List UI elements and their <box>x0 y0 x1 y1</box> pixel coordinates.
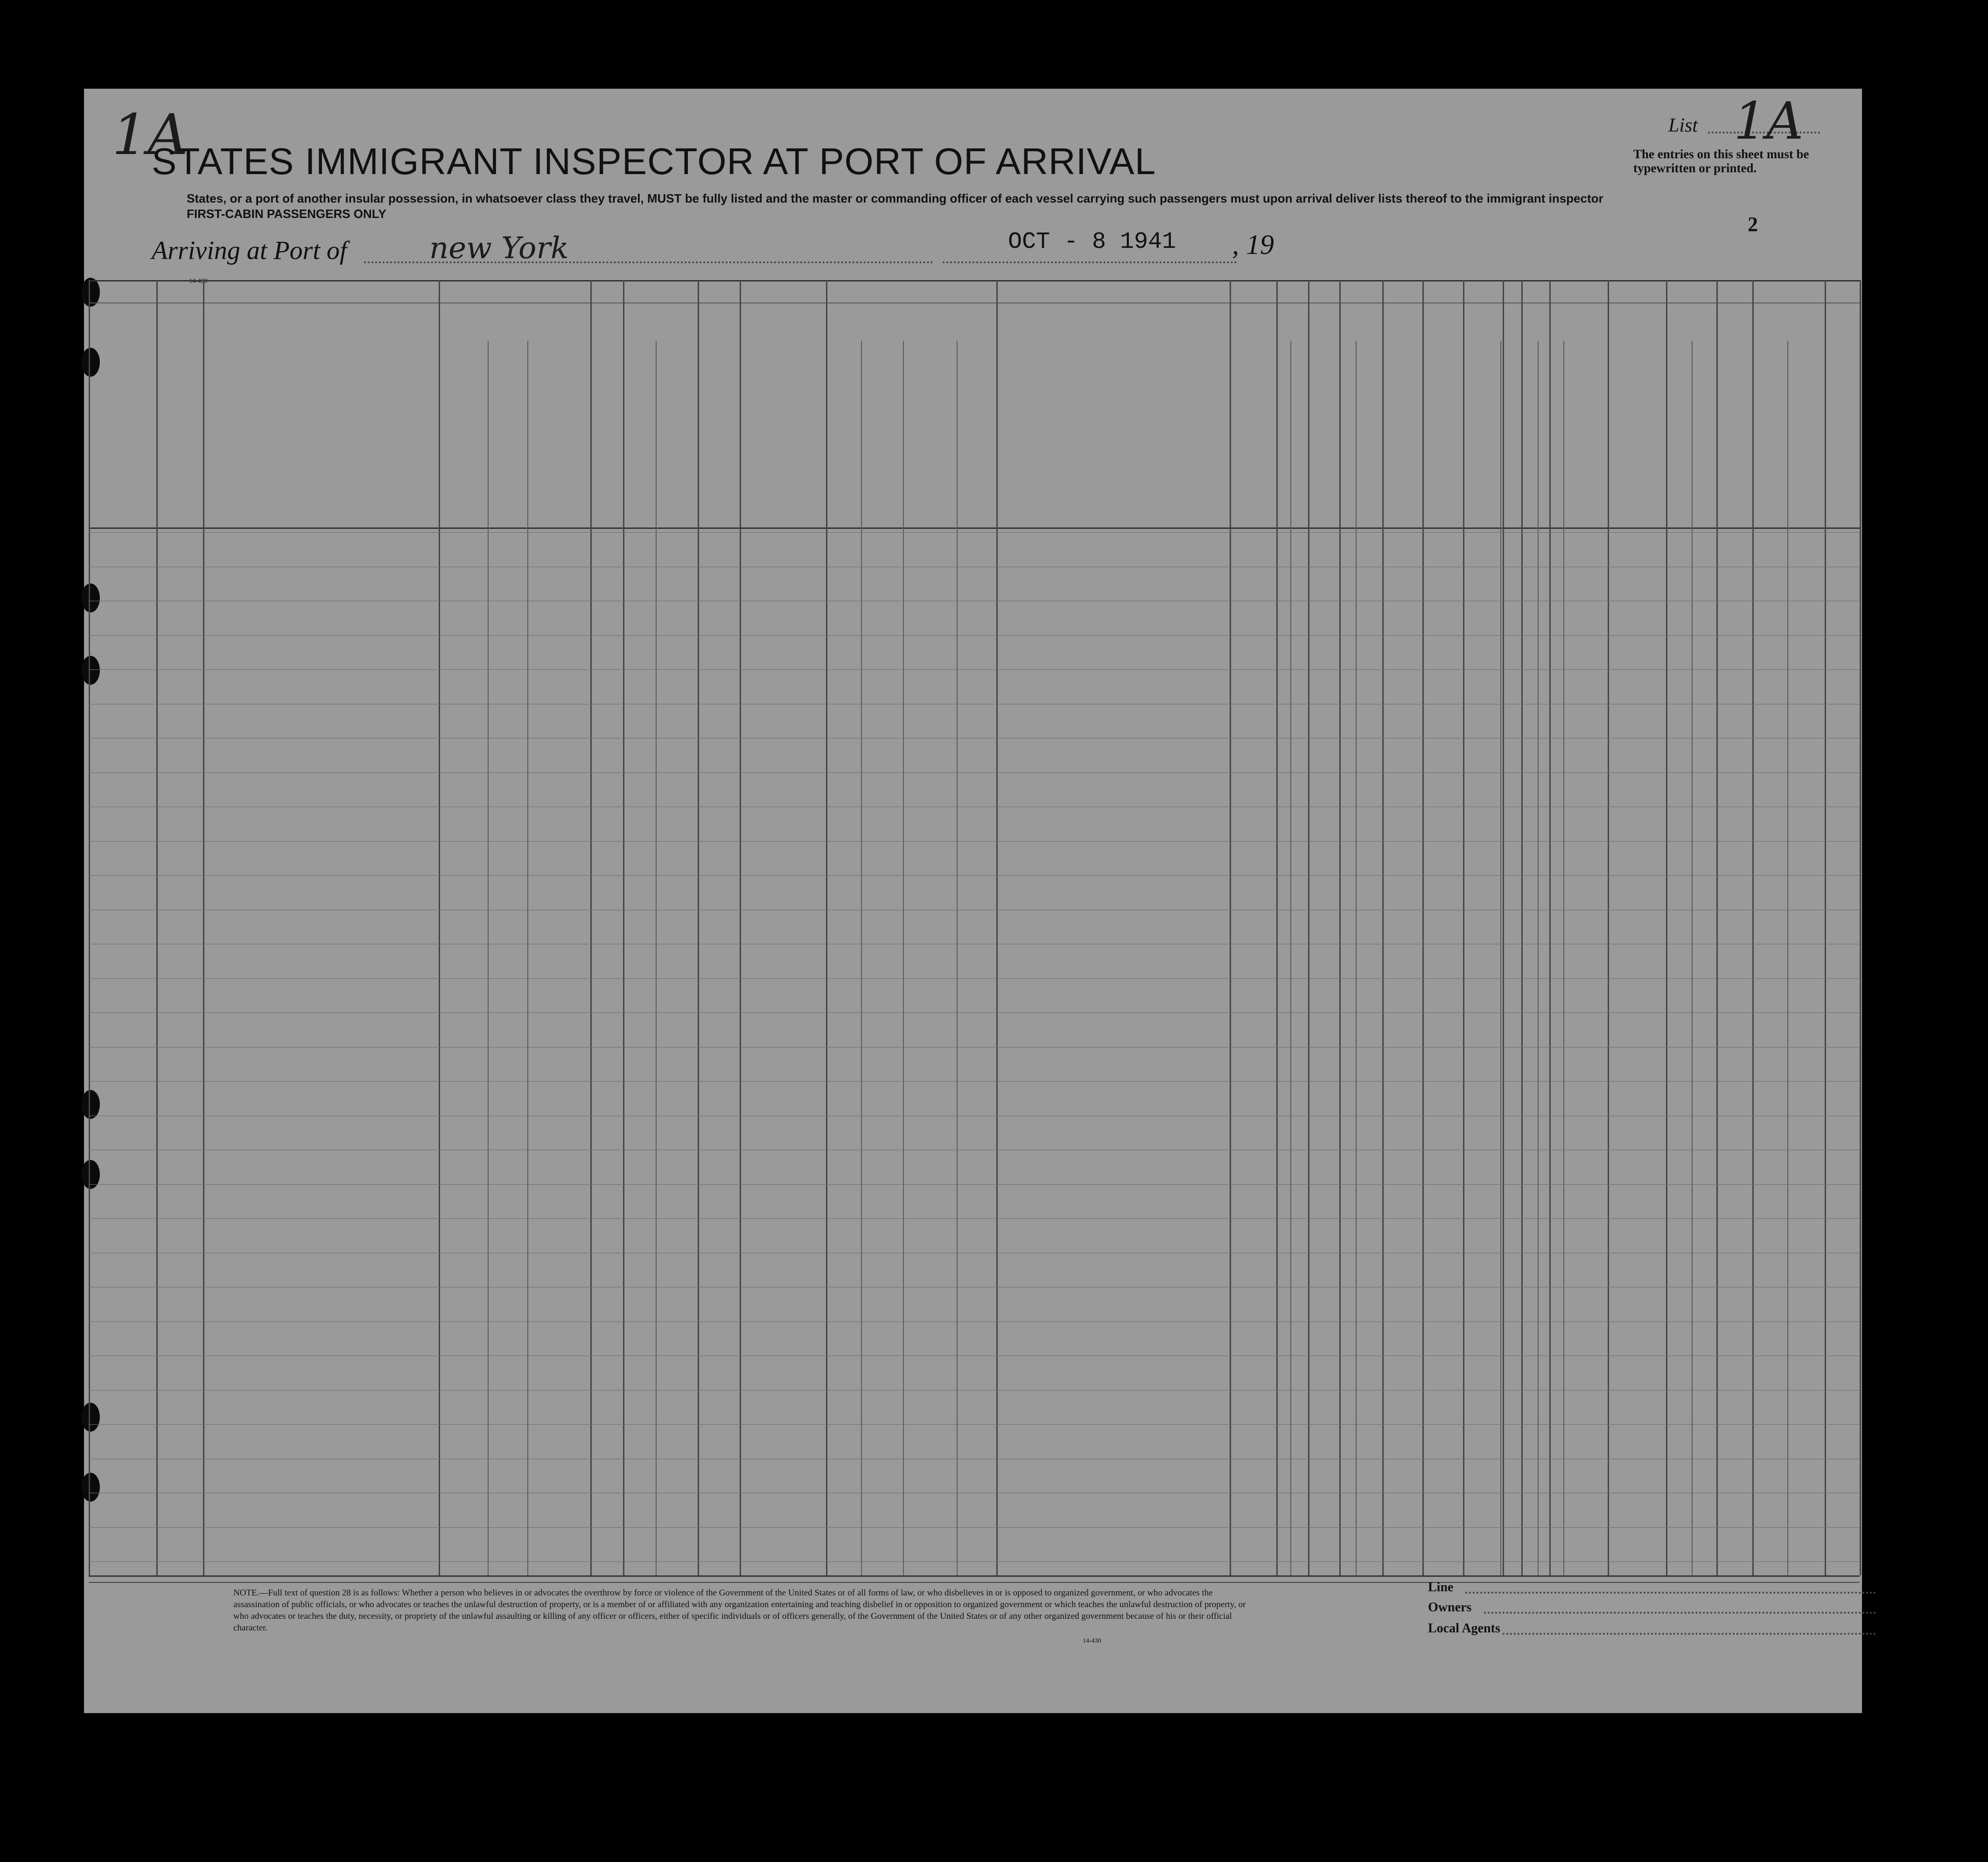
column-divider <box>1860 280 1861 1575</box>
column-divider <box>1503 280 1504 1575</box>
row-rule <box>89 1321 1860 1322</box>
header-col-30 <box>1525 313 1546 462</box>
column-divider <box>156 280 158 1575</box>
header-col-27 <box>1426 313 1459 462</box>
column-divider <box>1666 280 1667 1575</box>
column-divider <box>590 280 592 1575</box>
row-rule <box>89 635 1860 636</box>
column-divider <box>623 280 624 1575</box>
row-rule <box>89 532 1860 533</box>
date-underline <box>943 261 1237 263</box>
header-number-rule <box>89 302 1860 303</box>
list-value: 1A <box>1734 91 1804 151</box>
column-divider <box>1382 280 1384 1575</box>
header-purpose-sub <box>1267 336 1295 457</box>
row-rule <box>89 669 1860 670</box>
column-divider <box>1752 280 1754 1575</box>
footer-top-rule <box>89 1582 1860 1583</box>
column-divider <box>1276 280 1278 1575</box>
footnote-q28: NOTE.—Full text of question 28 is as follows: Whether a person who believes in or advocates the overthrow by force or violence of the Government of the United States or of all forms of law, or who disbelieves in or is opposed to organized government, or who advocates the assassination of public officials, or who advocates or teaches the unlawful destruction of property, or is a member of or affiliated with any organization entertaining and teaching disbelief in or opposition to organized government or which teaches the unlawful destruction of property, or who advocates or teaches the duty, necessity, or propriety of the unlawful assaulting or killing of any officer or officers, either of specific individuals or of officers generally, of the Government of the United States or of any other organized government because of his or their official character. <box>233 1588 1246 1633</box>
row-rule <box>89 875 1860 876</box>
column-divider <box>1716 280 1718 1575</box>
date-stamp: OCT - 8 1941 <box>1008 229 1176 255</box>
row-rule <box>89 1390 1860 1391</box>
manifest-table <box>84 280 1862 1657</box>
header-col-25 <box>1343 313 1379 462</box>
row-rule <box>89 1081 1860 1082</box>
table-top-rule <box>89 280 1860 281</box>
column-divider <box>1339 280 1341 1575</box>
column-divider <box>1230 280 1231 1575</box>
column-divider <box>1825 280 1826 1575</box>
line-underline <box>1465 1592 1876 1594</box>
header-purpose-sub <box>1233 336 1261 457</box>
page-title: STATES IMMIGRANT INSPECTOR AT PORT OF ARRIVAL <box>152 141 1156 182</box>
column-divider <box>698 280 699 1575</box>
row-rule <box>89 978 1860 979</box>
header-fifty-dollars <box>705 313 733 453</box>
column-divider <box>1463 280 1464 1575</box>
instruction-subtitle: States, or a port of another insular possession, in whatsoever class they travel, MUST be fully listed and the master or commanding officer of each vessel carrying such passengers must upon arrival deliver lists thereof to the immigrant inspector <box>187 191 1603 205</box>
header-col-31 <box>1553 313 1604 462</box>
header-inches <box>1695 373 1714 429</box>
port-value: new York <box>429 231 569 266</box>
row-rule <box>89 1184 1860 1185</box>
column-divider <box>1521 280 1523 1575</box>
table-bottom-rule <box>89 1575 1860 1577</box>
corner-list-mark: 1A <box>112 103 189 168</box>
row-rule <box>89 1218 1860 1219</box>
column-divider <box>89 280 90 1575</box>
header-purpose-sub <box>1300 336 1328 457</box>
header-bottom-rule <box>89 527 1860 529</box>
row-rule <box>89 1424 1860 1425</box>
agents-label: Local Agents <box>1428 1621 1500 1636</box>
column-divider <box>996 280 998 1575</box>
header-col-26 <box>1386 313 1419 462</box>
header-col-29 <box>1506 313 1518 462</box>
manifest-sheet <box>84 89 1862 1713</box>
row-rule <box>89 1527 1860 1528</box>
agents-underline <box>1503 1633 1876 1635</box>
row-rule <box>89 841 1860 842</box>
header-col-28 <box>1467 313 1499 462</box>
column-divider <box>203 280 204 1575</box>
page-number: 2 <box>1748 213 1758 236</box>
year-label: , 19 <box>1232 229 1274 260</box>
header-ticket <box>597 313 616 453</box>
arriving-label: Arriving at Port of <box>152 236 347 265</box>
owners-underline <box>1484 1612 1876 1614</box>
owners-label: Owners <box>1428 1600 1472 1615</box>
column-divider <box>1422 280 1424 1575</box>
column-divider <box>1308 280 1309 1575</box>
class-line: FIRST-CABIN PASSENGERS ONLY <box>187 207 386 221</box>
column-divider <box>740 280 741 1575</box>
column-divider <box>439 280 440 1575</box>
row-rule <box>89 1561 1860 1562</box>
footer-form-number: 14-430 <box>1083 1637 1101 1644</box>
column-divider <box>1549 280 1551 1575</box>
header-feet <box>1671 373 1689 429</box>
list-label: List <box>1668 115 1698 136</box>
row-rule <box>89 1012 1860 1013</box>
column-divider <box>1608 280 1609 1575</box>
column-divider <box>826 280 827 1575</box>
line-label: Line <box>1428 1580 1454 1595</box>
entry-instruction: The entries on this sheet must be typewritten or printed. <box>1633 147 1809 175</box>
